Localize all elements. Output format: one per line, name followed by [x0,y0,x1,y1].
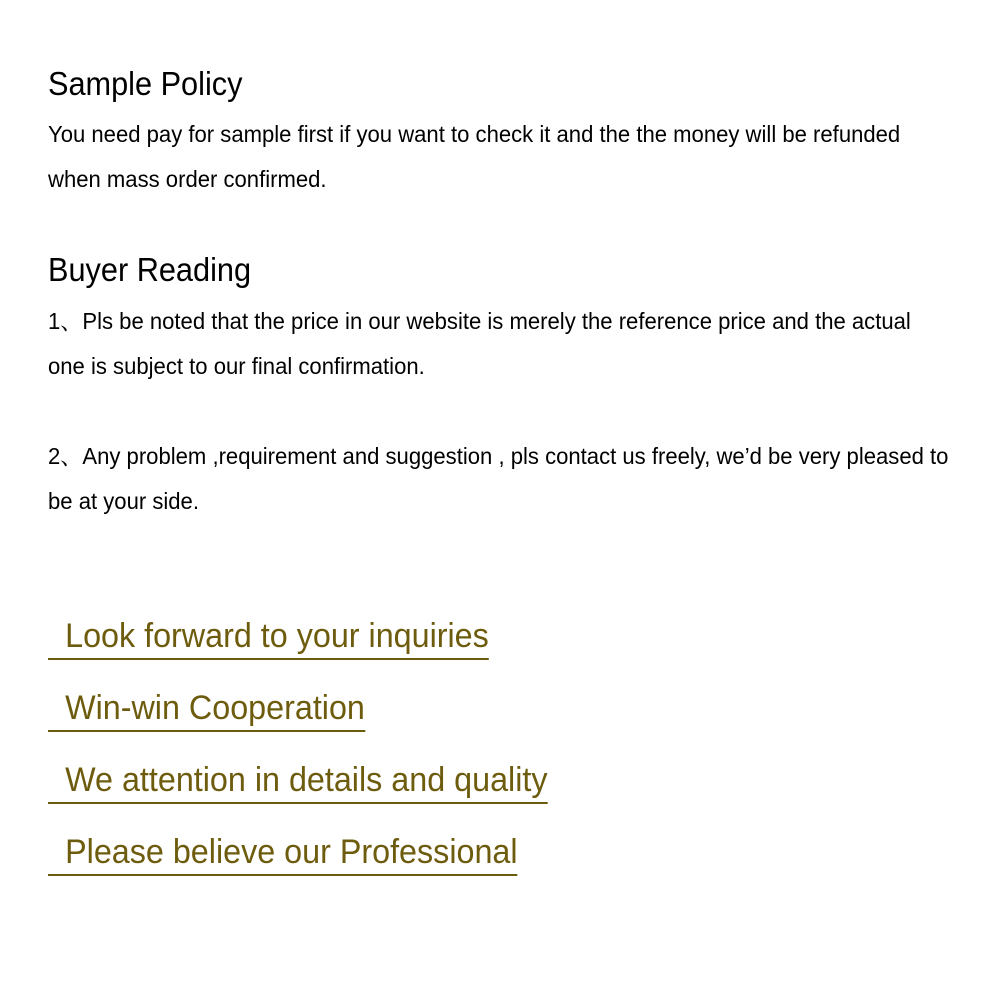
slogan-professional: Please believe our Professional [48,833,518,876]
sample-policy-text: You need pay for sample first if you want to check it and the the money will be refunded when mass order confirmed. [48,121,901,192]
buyer-reading-item: 1、Pls be noted that the price in our website is merely the reference price and the actual one is subject to our final confirmation. [48,308,911,379]
slogan-quality: We attention in details and quality [48,761,548,804]
slogan-cooperation: Win-win Cooperation [48,689,365,732]
buyer-reading-heading: Buyer Reading [48,251,252,288]
buyer-reading-item: 2、Any problem ,requirement and suggestion , pls contact us freely, we’d be very pleased to be at your side. [48,443,949,514]
slogan-inquiries: Look forward to your inquiries [48,617,489,660]
sample-policy-heading: Sample Policy [48,65,243,102]
